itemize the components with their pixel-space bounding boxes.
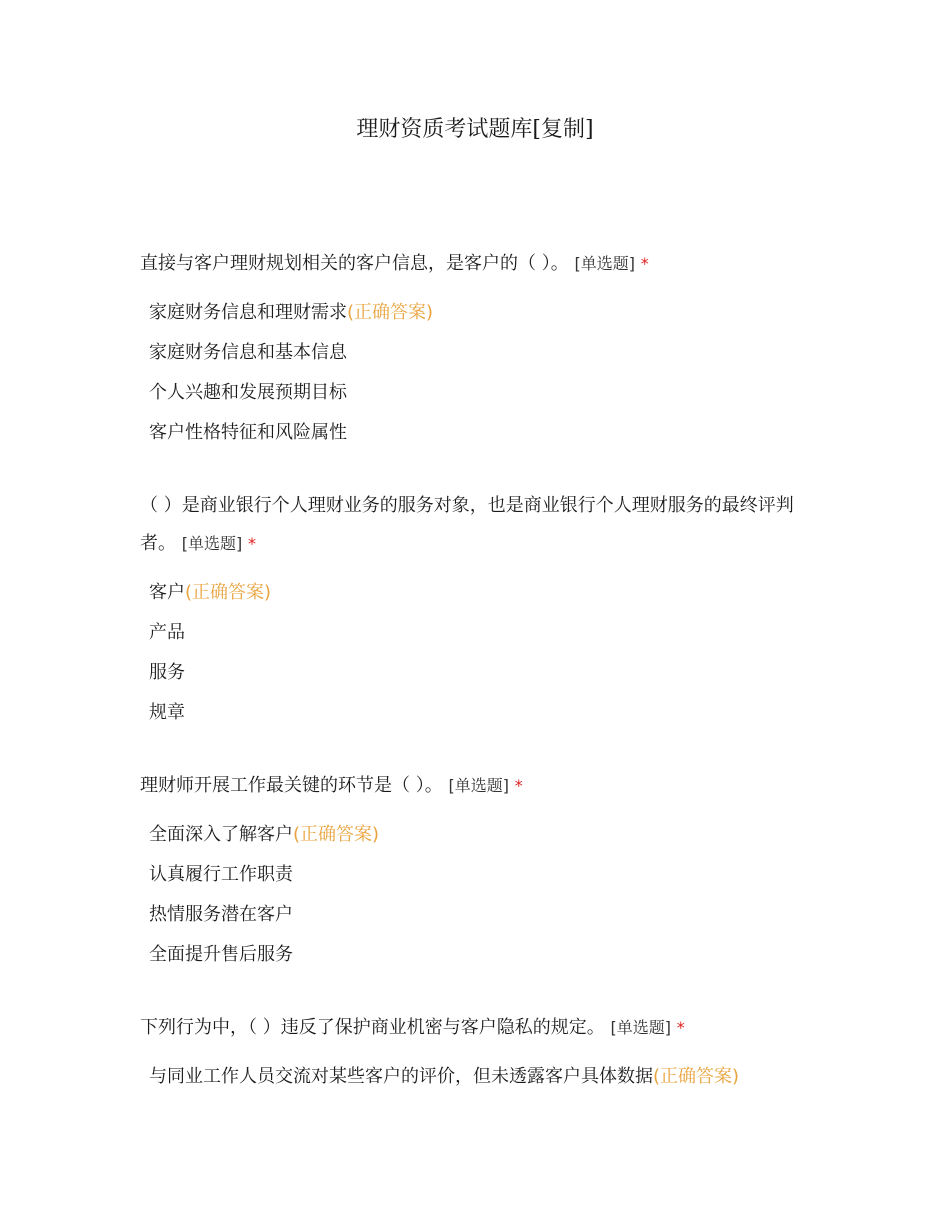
option-2-2 (140, 613, 810, 653)
required-mark: * (640, 254, 649, 273)
option-text: 服务 (149, 662, 185, 683)
question-type: [单选题] (610, 1018, 671, 1037)
option-1-3 (140, 373, 810, 413)
question-2 (140, 487, 810, 733)
option-text: 全面深入了解客户 (149, 824, 293, 845)
option-4-1 (140, 1057, 810, 1097)
option-text: 与同业工作人员交流对某些客户的评价，但未透露客户具体数据 (149, 1066, 653, 1087)
option-2-4 (140, 693, 810, 733)
required-mark: * (514, 776, 523, 795)
question-4-text: 下列行为中，（ ）违反了保护商业机密与客户隐私的规定。 (140, 1017, 605, 1038)
question-2-text: （ ）是商业银行个人理财业务的服务对象，也是商业银行个人理财服务的最终评判者。 (140, 495, 794, 554)
question-4 (140, 1009, 810, 1097)
option-list (140, 815, 810, 975)
correct-answer-badge: (正确答案) (185, 582, 272, 603)
required-mark: * (247, 534, 256, 553)
option-text: 家庭财务信息和基本信息 (149, 342, 347, 363)
correct-answer-badge: (正确答案) (293, 824, 380, 845)
option-1-1 (140, 293, 810, 333)
question-type: [单选题] (574, 254, 635, 273)
correct-answer-badge: (正确答案) (653, 1066, 740, 1087)
option-list (140, 573, 810, 733)
question-3-text: 理财师开展工作最关键的环节是（ ）。 (140, 775, 443, 796)
option-list (140, 1057, 810, 1097)
option-text: 客户 (149, 582, 185, 603)
option-text: 个人兴趣和发展预期目标 (149, 382, 347, 403)
option-text: 认真履行工作职责 (149, 864, 293, 885)
option-3-1 (140, 815, 810, 855)
option-text: 规章 (149, 702, 185, 723)
option-text: 客户性格特征和风险属性 (149, 422, 347, 443)
option-list (140, 293, 810, 453)
question-1-text: 直接与客户理财规划相关的客户信息，是客户的（ ）。 (140, 253, 569, 274)
option-text: 产品 (149, 622, 185, 643)
question-text (140, 245, 810, 283)
question-3 (140, 767, 810, 975)
option-1-4 (140, 413, 810, 453)
option-3-2 (140, 855, 810, 895)
page-title: 理财资质考试题库[复制] (356, 117, 594, 142)
required-mark: * (676, 1018, 685, 1037)
option-1-2 (140, 333, 810, 373)
option-text: 家庭财务信息和理财需求 (149, 302, 347, 323)
question-type: [单选题] (448, 776, 509, 795)
option-2-3 (140, 653, 810, 693)
option-text: 全面提升售后服务 (149, 944, 293, 965)
correct-answer-badge: (正确答案) (347, 302, 434, 323)
question-text (140, 1009, 810, 1047)
option-2-1 (140, 573, 810, 613)
option-3-3 (140, 895, 810, 935)
option-3-4 (140, 935, 810, 975)
question-text (140, 767, 810, 805)
question-1 (140, 245, 810, 453)
question-type: [单选题] (181, 534, 243, 553)
option-text: 热情服务潜在客户 (149, 904, 293, 925)
question-text (140, 487, 810, 563)
